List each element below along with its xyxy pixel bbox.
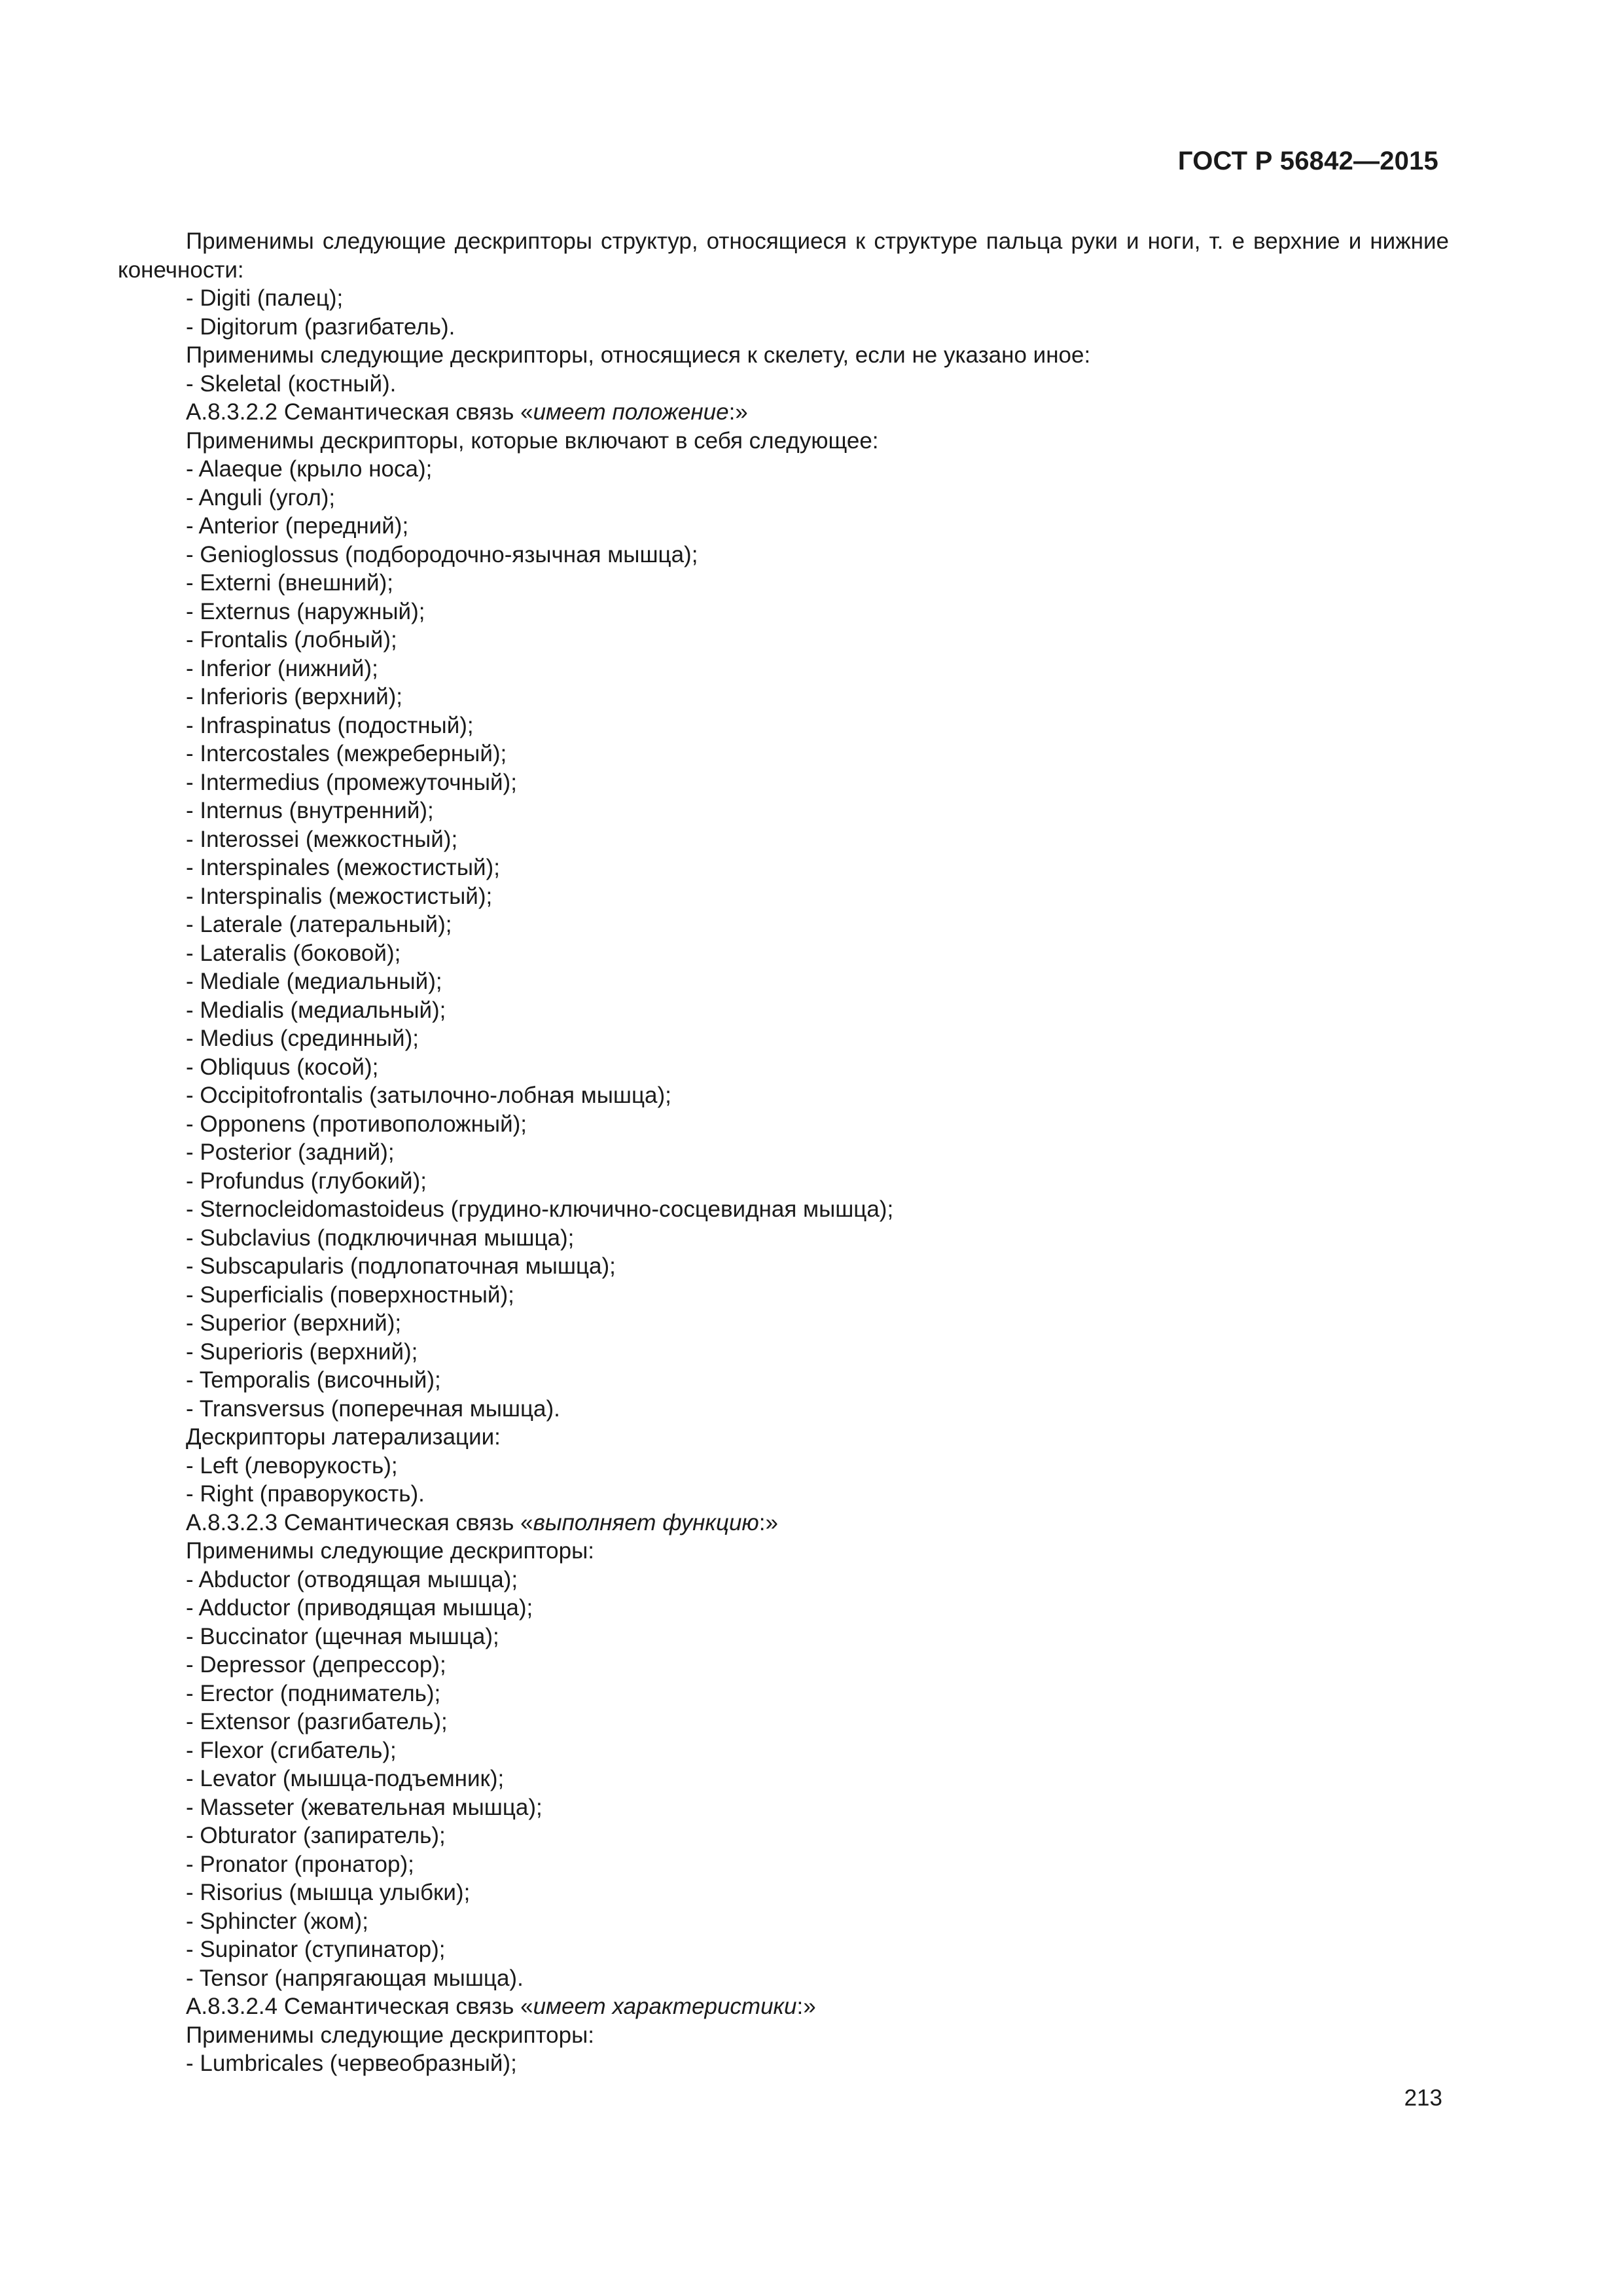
- list-item: - Inferior (нижний);: [186, 655, 378, 681]
- list-item: - Occipitofrontalis (затылочно-лобная мышца);: [186, 1083, 671, 1108]
- list-item: - Adductor (приводящая мышца);: [186, 1595, 533, 1621]
- list-item: - Externi (внешний);: [186, 570, 393, 596]
- list-item: - Sphincter (жом);: [186, 1908, 368, 1934]
- section-heading-suffix: :»: [728, 399, 748, 425]
- section-heading-suffix: :»: [758, 1509, 778, 1535]
- list-item: - Subscapularis (подлопаточная мышца);: [186, 1253, 616, 1279]
- list-item: - Left (леворукость);: [186, 1452, 398, 1479]
- list-item: - Laterale (латеральный);: [186, 912, 452, 937]
- section-heading-suffix: :»: [796, 1994, 816, 2019]
- list-item: - Profundus (глубокий);: [186, 1168, 427, 1194]
- section-heading-prefix: А.8.3.2.2 Семантическая связь «: [186, 399, 533, 425]
- list-item: - Medius (срединный);: [186, 1026, 419, 1051]
- list-item: - Subclavius (подключичная мышца);: [186, 1225, 575, 1251]
- list-item: - Genioglossus (подбородочно-язычная мышца);: [186, 541, 698, 567]
- descriptor-list: [118, 284, 1449, 2078]
- list-item: - Pronator (пронатор);: [186, 1851, 414, 1877]
- list-item: - Lateralis (боковой);: [186, 940, 401, 966]
- list-item: - Sternocleidomastoideus (грудино-ключично-сосцевидная мышца);: [186, 1196, 894, 1222]
- list-item: - Interspinalis (межостистый);: [186, 883, 493, 909]
- list-item: - Intercostales (межреберный);: [186, 741, 507, 766]
- intro-paragraph: Применимы следующие дескрипторы структур, относящиеся к структуре пальца руки и ноги, т. е верхние и нижние конечности:: [118, 228, 1449, 283]
- list-item: - Frontalis (лобный);: [186, 627, 397, 653]
- list-item: - Flexor (сгибатель);: [186, 1737, 397, 1763]
- document-body: [118, 227, 1449, 2078]
- section-heading: [118, 1509, 1449, 1537]
- paragraph-line: Применимы следующие дескрипторы:: [186, 2022, 594, 2048]
- list-item: - Mediale (медиальный);: [186, 969, 442, 994]
- page-number: 213: [1404, 2085, 1442, 2111]
- paragraph-line: Применимы следующие дескрипторы:: [186, 1538, 594, 1564]
- list-item: - Inferioris (верхний);: [186, 684, 403, 709]
- list-item: - Posterior (задний);: [186, 1139, 395, 1165]
- section-heading: [118, 1992, 1449, 2021]
- list-item: - Digiti (палец);: [186, 285, 344, 311]
- list-item: - Lumbricales (червеобразный);: [186, 2051, 517, 2076]
- list-item: - Erector (подниматель);: [186, 1680, 441, 1706]
- section-heading-relation: выполняет функцию: [533, 1509, 759, 1535]
- list-item: - Right (праворукость).: [186, 1481, 425, 1507]
- list-item: - Externus (наружный);: [186, 598, 425, 624]
- list-item: - Skeletal (костный).: [186, 370, 397, 397]
- list-item: - Obliquus (косой);: [186, 1054, 379, 1080]
- document-code-header: ГОСТ Р 56842—2015: [1177, 147, 1438, 175]
- list-item: - Intermedius (промежуточный);: [186, 769, 517, 795]
- list-item: - Masseter (жевательная мышца);: [186, 1794, 543, 1820]
- list-item: - Tensor (напрягающая мышца).: [186, 1965, 524, 1991]
- list-item: - Opponens (противоположный);: [186, 1111, 527, 1137]
- list-item: - Abductor (отводящая мышца);: [186, 1566, 518, 1592]
- section-heading-prefix: А.8.3.2.4 Семантическая связь «: [186, 1994, 533, 2019]
- list-item: - Temporalis (височный);: [186, 1367, 441, 1393]
- list-item: - Interspinales (межостистый);: [186, 855, 500, 880]
- list-item: - Supinator (ступинатор);: [186, 1937, 446, 1962]
- list-item: - Superioris (верхний);: [186, 1338, 418, 1365]
- paragraph-line: Применимы дескрипторы, которые включают в себя следующее:: [186, 427, 879, 454]
- list-item: - Buccinator (щечная мышца);: [186, 1623, 499, 1649]
- list-item: - Internus (внутренний);: [186, 798, 434, 823]
- list-item: - Alaeque (крыло носа);: [186, 456, 433, 482]
- list-item: - Obturator (запиратель);: [186, 1823, 446, 1848]
- list-item: - Interossei (межкостный);: [186, 826, 458, 852]
- section-heading: [118, 398, 1449, 427]
- paragraph-line: Дескрипторы латерализации:: [186, 1424, 501, 1450]
- list-item: - Medialis (медиальный);: [186, 997, 446, 1023]
- list-item: - Superior (верхний);: [186, 1310, 402, 1336]
- list-item: - Depressor (депрессор);: [186, 1652, 446, 1677]
- list-item: - Anguli (угол);: [186, 484, 336, 511]
- section-heading-relation: имеет характеристики: [533, 1994, 797, 2019]
- paragraph-line: Применимы следующие дескрипторы, относящиеся к скелету, если не указано иное:: [186, 342, 1091, 368]
- list-item: - Transversus (поперечная мышца).: [186, 1395, 560, 1422]
- list-item: - Extensor (разгибатель);: [186, 1709, 448, 1734]
- list-item: - Superficialis (поверхностный);: [186, 1282, 514, 1308]
- section-heading-prefix: А.8.3.2.3 Семантическая связь «: [186, 1509, 533, 1535]
- list-item: - Digitorum (разгибатель).: [186, 314, 455, 340]
- list-item: - Infraspinatus (подостный);: [186, 712, 474, 738]
- section-heading-relation: имеет положение: [533, 399, 729, 425]
- list-item: - Levator (мышца-подъемник);: [186, 1766, 505, 1791]
- list-item: - Anterior (передний);: [186, 513, 409, 539]
- list-item: - Risorius (мышца улыбки);: [186, 1880, 471, 1905]
